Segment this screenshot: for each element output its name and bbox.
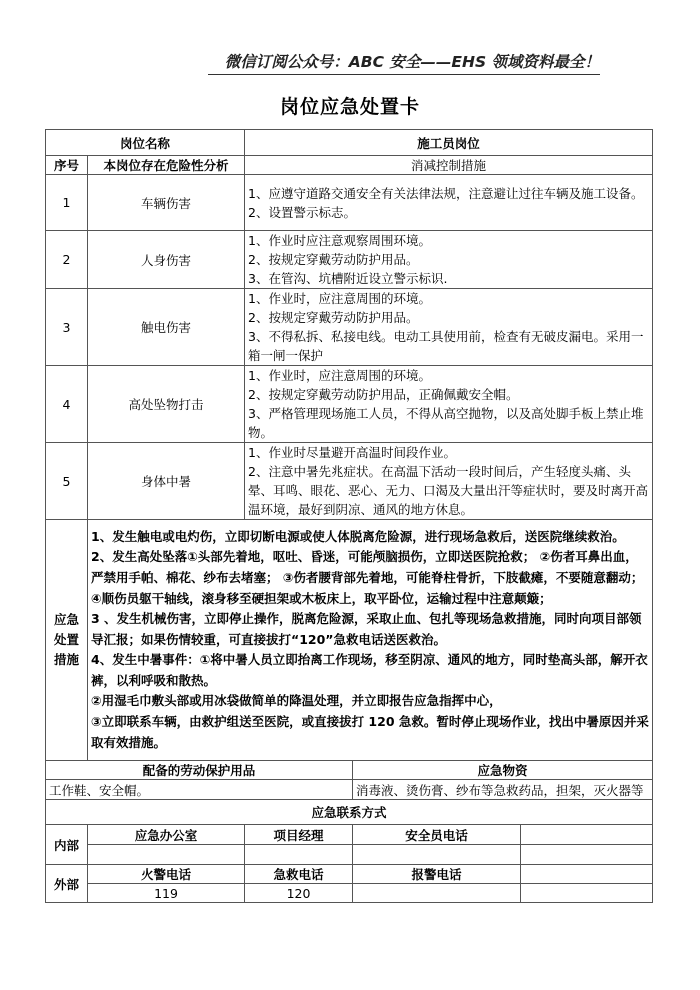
measure-line: 1、作业时，应注意周围的环境。 <box>248 368 431 383</box>
hazard-row <box>46 366 653 443</box>
row-hazard: 人身伤害 <box>88 231 245 289</box>
ambulance-phone-label: 急救电话 <box>245 865 353 884</box>
procedure-line: 3 、发生机械伤害，立即停止操作，脱离危险源，采取止血、包扎等现场急救措施，同时向项目部领导汇报；如果伤情较重，可直接拔打“120”急救电话送医救治。 <box>91 611 642 647</box>
col-header-measures: 消减控制措施 <box>245 156 653 175</box>
external-label: 外部 <box>46 865 88 903</box>
measure-line: 1、应遵守道路交通安全有关法律法规，注意避让过往车辆及施工设备。 <box>248 185 644 201</box>
procedure-line: 2、发生高处坠落①头部先着地，呕吐、昏迷，可能颅脑损伤，立即送医院抢救； ②伤者耳鼻出血，严禁用手帕、棉花、纱布去堵塞； ③伤者腰背部先着地，可能脊柱骨折，下肢截瘫，不要随意翻动； ④顺伤员躯干轴线，滚身移至硬担架或木板床上，取平卧位，运输过程中注意颠簸； <box>91 549 644 606</box>
hazard-row <box>46 289 653 366</box>
measure-line: 1、作业时，应注意周围的环境。 <box>248 291 431 306</box>
row-hazard: 车辆伤害 <box>88 175 245 231</box>
ppe-value: 工作鞋、安全帽。 <box>46 780 353 800</box>
ambulance-phone-number: 120 <box>245 884 353 903</box>
measure-line: 1、作业时尽量避开高温时间段作业。 <box>248 445 456 460</box>
measure-line: 3、在管沟、坑槽附近设立警示标识. <box>248 271 448 286</box>
col-header-no: 序号 <box>46 156 88 175</box>
ppe-label: 配备的劳动保护用品 <box>46 761 353 780</box>
procedure-line: 4、发生中暑事件：①将中暑人员立即抬离工作现场，移至阴凉、通风的地方，同时垫高头部，解开衣裤，以利呼吸和散热。 <box>91 652 648 688</box>
row-measures <box>245 443 653 520</box>
measure-line: 2、按规定穿戴劳动防护用品，正确佩戴安全帽。 <box>248 387 519 402</box>
hazard-row <box>46 175 653 231</box>
emergency-procedures <box>88 520 653 761</box>
post-name-value: 施工员岗位 <box>245 130 653 156</box>
police-phone-number <box>353 884 521 903</box>
internal-manager-value <box>245 845 353 865</box>
measure-line: 1、作业时应注意观察周围环境。 <box>248 233 431 248</box>
internal-blank-cell <box>521 845 653 865</box>
row-no: 2 <box>46 231 88 289</box>
row-no: 3 <box>46 289 88 366</box>
fire-phone-number: 119 <box>88 884 245 903</box>
row-measures <box>245 289 653 366</box>
emergency-card-table <box>45 129 653 903</box>
external-blank-cell <box>521 884 653 903</box>
internal-office-label: 应急办公室 <box>88 825 245 845</box>
row-no: 4 <box>46 366 88 443</box>
measure-line: 3、不得私拆、私接电线。电动工具使用前，检查有无破皮漏电。采用一箱一闸一保护 <box>248 329 644 363</box>
row-hazard: 高处坠物打击 <box>88 366 245 443</box>
hazard-row <box>46 231 653 289</box>
measure-line: 2、按规定穿戴劳动防护用品。 <box>248 252 419 267</box>
procedure-line: ③立即联系车辆，由救护组送至医院，或直接拔打 120 急救。暂时停止现场作业，找出中暑原因并采取有效措施。 <box>91 714 649 750</box>
row-hazard: 触电伤害 <box>88 289 245 366</box>
internal-blank-cell <box>521 825 653 845</box>
watermark-underline <box>208 74 600 75</box>
hazard-row <box>46 443 653 520</box>
procedure-line: ②用湿毛巾敷头部或用冰袋做简单的降温处理，并立即报告应急指挥中心， <box>91 693 502 709</box>
measure-line: 2、按规定穿戴劳动防护用品。 <box>248 310 419 325</box>
procedure-line: 1、发生触电或电灼伤，立即切断电源或使人体脱离危险源，进行现场急救后，送医院继续救治。 <box>91 528 625 544</box>
row-measures <box>245 231 653 289</box>
measure-line: 2、注意中暑先兆症状。在高温下活动一段时间后，产生轻度头痛、头晕、耳鸣、眼花、恶心、无力、口渴及大量出汗等症状时，要及时离开高温环境，最好到阴凉、通风的地方休息。 <box>248 464 649 517</box>
police-phone-label: 报警电话 <box>353 865 521 884</box>
internal-safety-value <box>353 845 521 865</box>
internal-office-value <box>88 845 245 865</box>
row-no: 5 <box>46 443 88 520</box>
row-no: 1 <box>46 175 88 231</box>
internal-safety-label: 安全员电话 <box>353 825 521 845</box>
supplies-value: 消毒液、烫伤膏、纱布等急救药品，担架，灭火器等 <box>353 780 653 800</box>
col-header-hazard: 本岗位存在危险性分析 <box>88 156 245 175</box>
watermark-text: 微信订阅公众号：ABC 安全——EHS 领域资料最全！ <box>224 53 600 71</box>
row-measures <box>245 366 653 443</box>
internal-manager-label: 项目经理 <box>245 825 353 845</box>
row-measures <box>245 175 653 231</box>
page-title: 岗位应急处置卡 <box>279 96 420 118</box>
post-name-label: 岗位名称 <box>46 130 245 156</box>
row-hazard: 身体中暑 <box>88 443 245 520</box>
external-blank-cell <box>521 865 653 884</box>
contacts-title: 应急联系方式 <box>46 800 653 825</box>
emergency-label: 应急处置措施 <box>46 520 88 761</box>
internal-label: 内部 <box>46 825 88 865</box>
measure-line: 3、严格管理现场施工人员，不得从高空抛物，以及高处脚手板上禁止堆物。 <box>248 406 644 440</box>
supplies-label: 应急物资 <box>353 761 653 780</box>
fire-phone-label: 火警电话 <box>88 865 245 884</box>
measure-line: 2、设置警示标志。 <box>248 204 356 220</box>
